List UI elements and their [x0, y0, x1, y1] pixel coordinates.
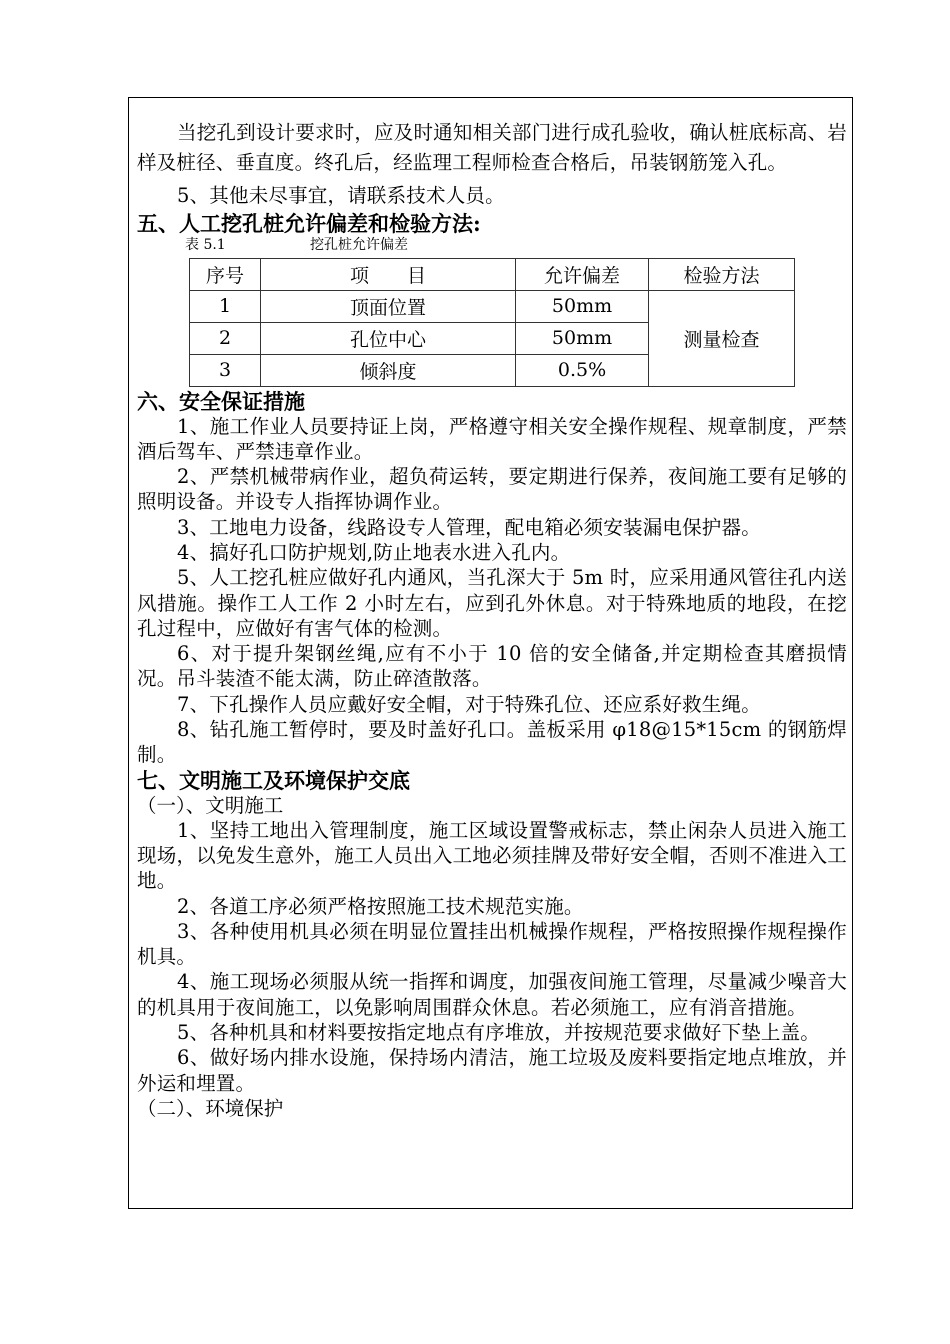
row-item: 孔位中心: [261, 322, 516, 354]
tolerance-table: [189, 258, 795, 387]
col-header-no: 序号: [190, 258, 261, 290]
civilized-item: 2、各道工序必须严格按照施工技术规范实施。: [177, 894, 584, 918]
paragraph-hole-acceptance: 当挖孔到设计要求时，应及时通知相关部门进行成孔验收，确认桩底标高、岩样及桩径、垂直度。终孔后，经监理工程师检查合格后，吊装钢筋笼入孔。: [137, 121, 847, 174]
civilized-item: 6、做好场内排水设施，保持场内清洁，施工垃圾及废料要指定地点堆放，并外运和埋置。: [137, 1046, 847, 1095]
table-label: 表 5.1: [185, 236, 226, 253]
civilized-item: 3、各种使用机具必须在明显位置挂出机械操作规程，严格按照操作规程操作机具。: [137, 919, 847, 969]
civilized-item: 1、坚持工地出入管理制度，施工区域设置警戒标志，禁止闲杂人员进入施工现场，以免发生意外，施工人员出入工地必须挂牌及带好安全帽，否则不准进入工地。: [137, 818, 847, 893]
table-title: 挖孔桩允许偏差: [310, 236, 408, 253]
subsection-civilized-construction: （一）、文明施工: [137, 793, 284, 817]
section-7-heading: 七、文明施工及环境保护交底: [137, 767, 410, 793]
paragraph-other-matters: 5、其他未尽事宜，请联系技术人员。: [177, 184, 505, 207]
col-header-method: 检验方法: [649, 258, 795, 290]
row-no: 3: [190, 354, 261, 386]
row-no: 1: [190, 290, 261, 322]
row-item: 倾斜度: [261, 354, 516, 386]
safety-item: 1、施工作业人员要持证上岗，严格遵守相关安全操作规程、规章制度，严禁酒后驾车、严禁违章作业。: [137, 414, 847, 463]
table-row: [190, 290, 795, 322]
col-header-tolerance: 允许偏差: [516, 258, 649, 290]
subsection-environmental-protection: （二）、环境保护: [137, 1096, 284, 1120]
safety-item: 2、严禁机械带病作业，超负荷运转，要定期进行保养，夜间施工要有足够的照明设备。并设专人指挥协调作业。: [137, 465, 847, 514]
section-5-heading: 五、人工挖孔桩允许偏差和检验方法:: [137, 210, 481, 236]
safety-item: 4、搞好孔口防护规划,防止地表水进入孔内。: [177, 540, 571, 564]
table-header-row: [190, 258, 795, 290]
safety-item: 5、人工挖孔桩应做好孔内通风，当孔深大于 5m 时，应采用通风管往孔内送风措施。操作工人工作 2 小时左右，应到孔外休息。对于特殊地质的地段，在挖孔过程中，应做好有害气体的检测。: [137, 566, 847, 640]
safety-item: 7、下孔操作人员应戴好安全帽，对于特殊孔位、还应系好救生绳。: [177, 692, 761, 716]
safety-item: 8、钻孔施工暂停时，要及时盖好孔口。盖板采用 φ18@15*15cm 的钢筋焊制。: [137, 718, 847, 767]
method-cell: 测量检查: [649, 290, 795, 386]
document-body: [137, 118, 847, 1121]
safety-item: 6、对于提升架钢丝绳,应有不小于 10 倍的安全储备,并定期检查其磨损情况。吊斗装渣不能太满，防止碎渣散落。: [137, 642, 847, 691]
safety-item: 3、工地电力设备，线路设专人管理，配电箱必须安装漏电保护器。: [177, 515, 761, 539]
row-item: 顶面位置: [261, 290, 516, 322]
row-tolerance: 0.5%: [516, 354, 649, 386]
row-no: 2: [190, 322, 261, 354]
row-tolerance: 50mm: [516, 290, 649, 322]
row-tolerance: 50mm: [516, 322, 649, 354]
col-header-item: 项 目: [261, 258, 516, 290]
table-caption: [185, 236, 847, 254]
civilized-item: 4、施工现场必须服从统一指挥和调度，加强夜间施工管理，尽量减少噪音大的机具用于夜间施工，以免影响周围群众休息。若必须施工，应有消音措施。: [137, 970, 847, 1019]
civilized-item: 5、各种机具和材料要按指定地点有序堆放，并按规范要求做好下垫上盖。: [177, 1021, 821, 1045]
section-6-heading: 六、安全保证措施: [137, 388, 305, 414]
